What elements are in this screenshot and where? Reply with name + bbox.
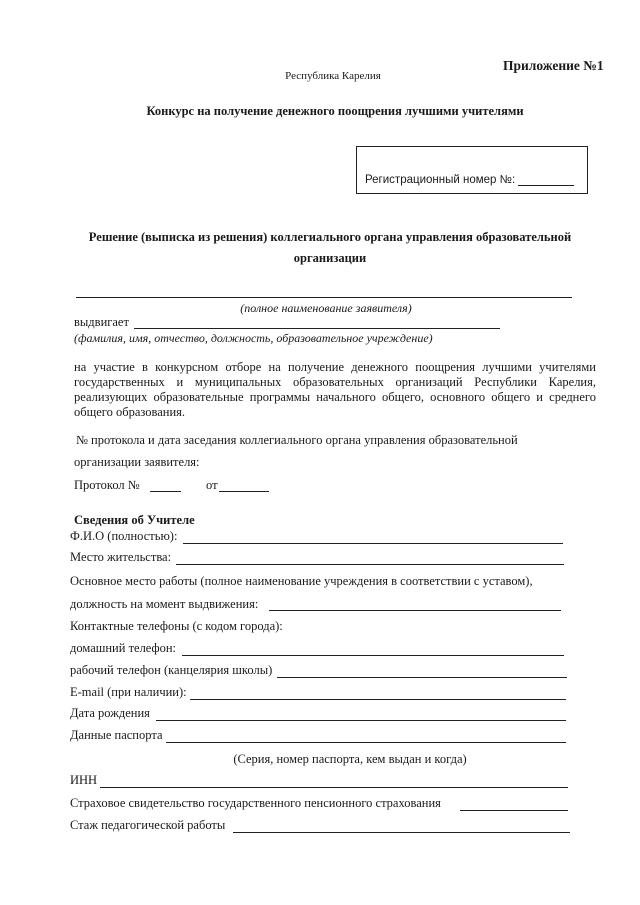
nominee-hint: (фамилия, имя, отчество, должность, образовательное учреждение) bbox=[74, 331, 433, 345]
position-label: должность на момент выдвижения: bbox=[70, 597, 259, 611]
field-row-workplace bbox=[70, 574, 533, 592]
field-row-fio bbox=[70, 529, 177, 547]
fio-field[interactable] bbox=[183, 543, 563, 544]
birthdate-field[interactable] bbox=[156, 720, 566, 721]
field-row-passport bbox=[70, 728, 163, 746]
applicant-hint: (полное наименование заявителя) bbox=[240, 301, 412, 315]
teacher-section-title: Сведения об Учителе bbox=[74, 513, 195, 527]
field-row-experience bbox=[70, 818, 225, 836]
registration-label: Регистрационный номер №: bbox=[365, 174, 516, 186]
field-row-position bbox=[70, 597, 258, 615]
email-label: E-mail (при наличии): bbox=[70, 685, 187, 699]
work-phone-field[interactable] bbox=[277, 677, 567, 678]
insurance-label: Страховое свидетельство государственного пенсионного страхования bbox=[70, 796, 441, 810]
passport-hint-text: (Серия, номер паспорта, кем выдан и когда) bbox=[233, 752, 467, 766]
protocol-date-label: от bbox=[206, 478, 218, 492]
nominee-field[interactable] bbox=[134, 328, 500, 329]
work-phone-label: рабочий телефон (канцелярия школы) bbox=[70, 663, 273, 677]
field-row-phones bbox=[70, 619, 283, 637]
field-row-email bbox=[70, 685, 187, 703]
experience-label: Стаж педагогической работы bbox=[70, 818, 226, 832]
inn-label: ИНН bbox=[70, 773, 98, 787]
insurance-field[interactable] bbox=[460, 810, 568, 811]
purpose-paragraph: на участие в конкурсном отборе на получение денежного поощрения лучшими учителями государственных и муниципальных образовательных организаций Республики Карелия, реализующих образовательные программы начального общего, основного общего и среднего общего образования. bbox=[74, 360, 596, 419]
registration-number-field[interactable] bbox=[518, 185, 574, 186]
passport-field[interactable] bbox=[166, 742, 566, 743]
contest-title-text: Конкурс на получение денежного поощрения лучшими учителями bbox=[146, 104, 524, 118]
decision-title-line2: организации bbox=[293, 251, 367, 265]
protocol-number-field[interactable] bbox=[150, 491, 181, 492]
region-text: Республика Карелия bbox=[285, 70, 381, 82]
field-row-insurance bbox=[70, 796, 441, 814]
home-phone-field[interactable] bbox=[182, 655, 564, 656]
experience-field[interactable] bbox=[233, 832, 570, 833]
residence-field[interactable] bbox=[176, 564, 564, 565]
field-row-work-phone bbox=[70, 663, 272, 681]
workplace-label: Основное место работы (полное наименование учреждения в соответствии с уставом), bbox=[70, 574, 533, 588]
field-row-birthdate bbox=[70, 706, 150, 724]
passport-hint bbox=[0, 752, 640, 767]
protocol-number-label: Протокол № bbox=[74, 478, 140, 492]
applicant-name-field[interactable] bbox=[76, 297, 572, 298]
protocol-intro-line1: № протокола и дата заседания коллегиального органа управления образовательной bbox=[76, 433, 518, 447]
inn-field[interactable] bbox=[100, 787, 568, 788]
appendix-label: Приложение №1 bbox=[503, 58, 604, 73]
passport-label: Данные паспорта bbox=[70, 728, 163, 742]
home-phone-label: домашний телефон: bbox=[70, 641, 177, 655]
contest-title bbox=[0, 104, 640, 119]
field-row-inn bbox=[70, 773, 97, 791]
birthdate-label: Дата рождения bbox=[70, 706, 150, 720]
field-row-home-phone bbox=[70, 641, 176, 659]
decision-title-line1: Решение (выписка из решения) коллегиального органа управления образовательной bbox=[88, 230, 572, 244]
residence-label: Место жительства: bbox=[70, 550, 172, 564]
protocol-date-field[interactable] bbox=[219, 491, 269, 492]
email-field[interactable] bbox=[190, 699, 566, 700]
protocol-intro-line2: организации заявителя: bbox=[74, 455, 200, 469]
registration-box bbox=[356, 146, 588, 194]
phones-label: Контактные телефоны (с кодом города): bbox=[70, 619, 283, 633]
region-label bbox=[0, 70, 640, 82]
fio-label: Ф.И.О (полностью): bbox=[70, 529, 178, 543]
field-row-residence bbox=[70, 550, 171, 568]
nominates-label: выдвигает bbox=[74, 315, 129, 329]
position-field[interactable] bbox=[269, 610, 561, 611]
